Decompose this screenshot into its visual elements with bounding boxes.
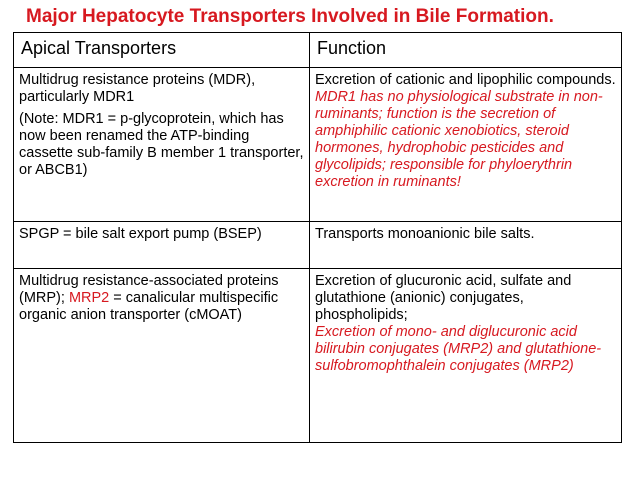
transporter-name: SPGP = bile salt export pump (BSEP): [19, 226, 262, 242]
transporters-table: [13, 32, 622, 443]
table-row: [14, 68, 622, 222]
function-cell: [310, 269, 622, 443]
transporter-highlight: MRP2: [68, 290, 110, 306]
transporter-name: Multidrug resistance proteins (MDR), particularly MDR1: [19, 72, 256, 105]
function-emphasis: MDR1 has no physiological substrate in non-ruminants; function is the secretion of amphiphilic cationic xenobiotics, steroid hormones, hydrophobic pesticides and glycolipids; responsible for phyloerythrin excretion in ruminants!: [315, 89, 603, 190]
transporter-cell: [14, 68, 310, 222]
transporter-note: (Note: MDR1 = p-glycoprotein, which has now been renamed the ATP-binding cassette sub-family B member 1 transporter, or ABCB1): [19, 111, 304, 178]
transporter-name: Multidrug resistance-associated proteins (MRP);: [19, 273, 279, 306]
header-function: Function: [310, 33, 622, 68]
table-row: [14, 269, 622, 443]
function-cell: [310, 68, 622, 222]
function-text: Transports monoanionic bile salts.: [315, 226, 535, 242]
function-text: Excretion of cationic and lipophilic compounds.: [315, 72, 616, 88]
table-header-row: [14, 33, 622, 68]
function-emphasis: Excretion of mono- and diglucuronic acid bilirubin conjugates (MRP2) and glutathione-sulfobromophthalein conjugates (MRP2): [315, 324, 602, 374]
transporter-cell: [14, 222, 310, 269]
table-row: [14, 222, 622, 269]
header-apical-transporters: Apical Transporters: [14, 33, 310, 68]
transporter-cell: [14, 269, 310, 443]
function-text: Excretion of glucuronic acid, sulfate and glutathione (anionic) conjugates, phospholipids;: [315, 273, 572, 323]
page-title: Major Hepatocyte Transporters Involved in Bile Formation.: [26, 6, 554, 27]
transporter-name-rest: = canalicular multispecific organic anion transporter (cMOAT): [19, 290, 279, 323]
function-cell: [310, 222, 622, 269]
